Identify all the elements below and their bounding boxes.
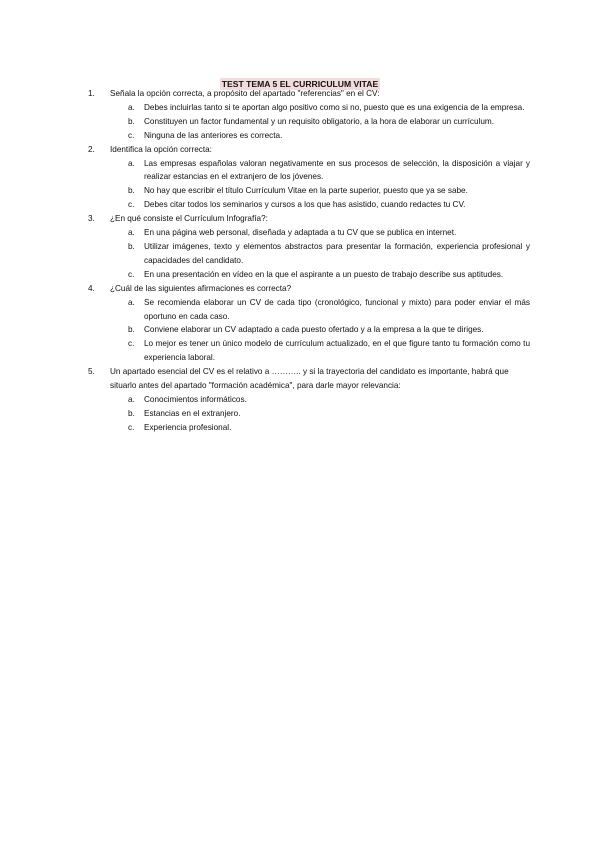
answer-option (110, 337, 530, 365)
answer-option (110, 421, 530, 435)
option-text: Estancias en el extranjero. (144, 408, 241, 418)
option-text: Debes citar todos los seminarios y cursos a los que has asistido, cuando redactes tu CV. (144, 200, 466, 210)
option-list (110, 296, 530, 366)
answer-option (110, 323, 530, 337)
option-text: En una presentación en vídeo en la que el aspirante a un puesto de trabajo describe sus aptitudes. (144, 269, 504, 279)
page-title: TEST TEMA 5 EL CURRICULUM VITAE (221, 79, 379, 89)
question-item (88, 212, 530, 282)
answer-option (110, 296, 530, 324)
answer-option (110, 393, 530, 407)
question-number: 4. (88, 283, 95, 293)
answer-option (110, 226, 530, 240)
option-letter: b. (128, 186, 135, 196)
option-list (110, 101, 530, 143)
option-text: Conocimientos informáticos. (144, 394, 247, 404)
option-letter: b. (128, 241, 135, 251)
option-letter: b. (128, 116, 135, 126)
option-list (110, 157, 530, 213)
option-letter: a. (128, 228, 135, 238)
option-letter: c. (128, 130, 135, 140)
option-text: Conviene elaborar un CV adaptado a cada puesto ofertado y a la empresa a la que te diriges. (144, 325, 484, 335)
option-list (110, 393, 530, 435)
question-text: ¿Cuál de las siguientes afirmaciones es correcta? (110, 283, 292, 293)
question-item (88, 143, 530, 213)
option-letter: a. (128, 394, 135, 404)
answer-option (110, 407, 530, 421)
option-list (110, 226, 530, 282)
option-text: Constituyen un factor fundamental y un requisito obligatorio, a la hora de elaborar un currículum. (144, 116, 494, 126)
question-text: Un apartado esencial del CV es el relativo a ……….. y si la trayectoria del candidato es importante, habrá que situarlo antes del apartado "formación académica", para darle mayor relevancia: (110, 367, 509, 391)
option-text: Lo mejor es tener un único modelo de currículum actualizado, en el que figure tanto tu formación como tu experiencia laboral. (144, 339, 530, 363)
question-text: ¿En qué consiste el Currículum Infografía?: (110, 214, 268, 224)
answer-option (110, 115, 530, 129)
answer-option (110, 184, 530, 198)
option-text: En una página web personal, diseñada y adaptada a tu CV que se publica en internet. (144, 228, 457, 238)
option-text: No hay que escribir el título Currículum Vitae en la parte superior, puesto que ya se sabe. (144, 186, 468, 196)
question-number: 5. (88, 367, 95, 377)
question-list (88, 87, 530, 435)
question-number: 2. (88, 144, 95, 154)
question-number: 3. (88, 214, 95, 224)
question-number: 1. (88, 89, 95, 98)
option-text: Ninguna de las anteriores es correcta. (144, 130, 283, 140)
option-letter: b. (128, 408, 135, 418)
option-text: Debes incluirlas tanto si te aportan algo positivo como si no, puesto que es una exigencia de la empresa. (144, 102, 525, 112)
option-letter: a. (128, 158, 135, 168)
question-text: Señala la opción correcta, a propósito del apartado "referencias" en el CV: (110, 89, 380, 98)
answer-option (110, 101, 530, 115)
answer-option (110, 240, 530, 268)
option-letter: c. (128, 200, 135, 210)
option-letter: c. (128, 422, 135, 432)
option-text: Se recomienda elaborar un CV de cada tipo (cronológico, funcional y mixto) para poder enviar el más oportuno en cada caso. (144, 297, 530, 321)
option-letter: b. (128, 325, 135, 335)
answer-option (110, 157, 530, 185)
option-text: Las empresas españolas valoran negativamente en sus procesos de selección, la disposición a viajar y realizar estancias en el extranjero de los jóvenes. (144, 158, 530, 182)
option-text: Experiencia profesional. (144, 422, 232, 432)
answer-option (110, 268, 530, 282)
option-letter: c. (128, 269, 135, 279)
answer-option (110, 198, 530, 212)
option-letter: a. (128, 102, 135, 112)
question-item (88, 87, 530, 143)
answer-option (110, 129, 530, 143)
option-letter: a. (128, 297, 135, 307)
option-letter: c. (128, 339, 135, 349)
option-text: Utilizar imágenes, texto y elementos abstractos para presentar la formación, experiencia profesional y capacidades del candidato. (144, 241, 530, 265)
question-item (88, 282, 530, 365)
question-item (88, 365, 530, 435)
question-text: Identifica la opción correcta: (110, 144, 212, 154)
